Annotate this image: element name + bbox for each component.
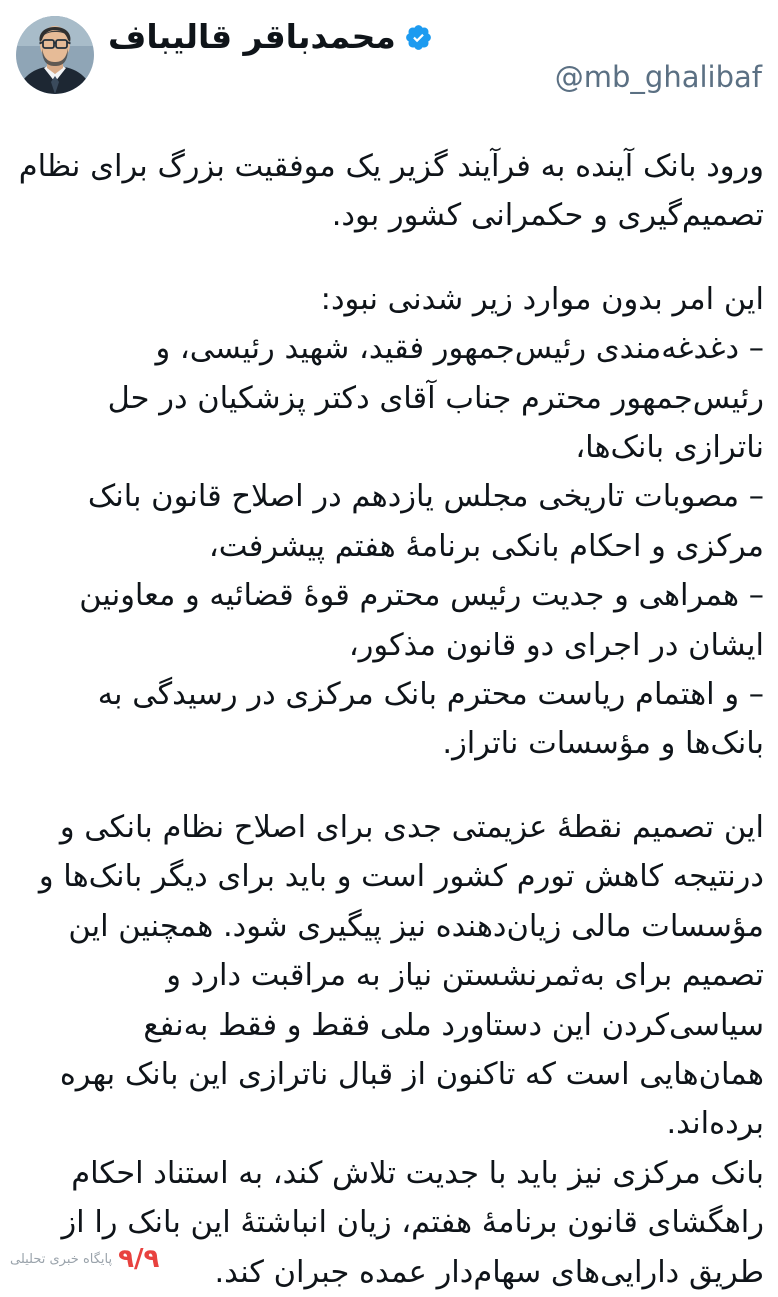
avatar[interactable] [16, 16, 94, 94]
tweet-paragraph: ورود بانک آینده به فرآیند گزیر یک موفقیت بزرگ برای نظام تصمیم‌گیری و حکمرانی کشور بود. [18, 149, 764, 234]
tweet-paragraph: این امر بدون موارد زیر شدنی نبود: [320, 281, 764, 317]
paragraph-gap [14, 769, 764, 803]
tweet-header [14, 12, 764, 116]
tweet-text [14, 142, 764, 1297]
tweet-paragraph: این تصمیم نقطهٔ عزیمتی جدی برای اصلاح نظام بانکی و درنتیجه کاهش تورم کشور است و باید برای دیگر بانک‌ها و مؤسسات مالی زیان‌دهنده نیز پیگیری شود. همچنین این تصمیم برای به‌ثمرنشستن نیاز به مراقبت دارد و سیاسی‌کردن این دستاورد ملی فقط و فقط به‌نفع همان‌هایی است که تاکنون از قبال ناترازی این بانک بهره برده‌اند. [38, 809, 764, 1142]
watermark-logo: ۹/۹ [118, 1244, 160, 1274]
author-name-line [108, 18, 762, 57]
watermark-label: پایگاه خبری تحلیلی [10, 1251, 113, 1267]
tweet-list-item: – همراهی و جدیت رئیس محترم قوهٔ قضائیه و معاونین ایشان در اجرای دو قانون مذکور، [79, 578, 764, 663]
tweet-list-item: – دغدغه‌مندی رئیس‌جمهور فقید، شهید رئیسی، و رئیس‌جمهور محترم جناب آقای دکتر پزشکیان در حل ناترازی بانک‌ها، [107, 331, 764, 466]
paragraph-gap [14, 241, 764, 275]
author-handle[interactable]: @mb_ghalibaf [554, 59, 762, 94]
verified-badge-icon [404, 23, 433, 52]
tweet-list-item: – و اهتمام ریاست محترم بانک مرکزی در رسیدگی به بانک‌ها و مؤسسات ناتراز. [97, 677, 764, 762]
tweet-list-item: – مصوبات تاریخی مجلس یازدهم در اصلاح قانون بانک مرکزی و احکام بانکی برنامهٔ هفتم پیشرفت، [87, 479, 764, 564]
watermark [10, 1246, 159, 1272]
display-name[interactable]: محمدباقر قالیباف [108, 17, 396, 56]
tweet-paragraph: بانک مرکزی نیز باید با جدیت تلاش کند، به استناد احکام راهگشای قانون برنامهٔ هفتم، زیان انباشتهٔ این بانک را از طریق دارایی‌های سهام‌دار عمده جبران کند. [61, 1155, 764, 1290]
author-info [108, 16, 762, 97]
